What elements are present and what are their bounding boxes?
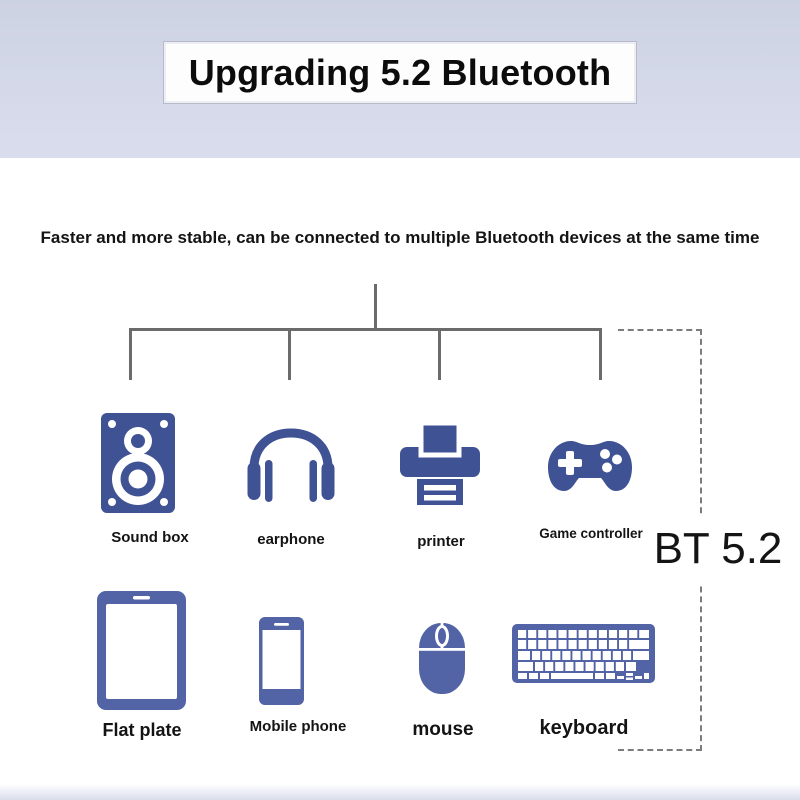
subtitle-text: Faster and more stable, can be connected to multiple Bluetooth devices at the same time bbox=[40, 228, 760, 247]
label-flat-plate: Flat plate bbox=[102, 720, 182, 740]
label-mouse: mouse bbox=[412, 719, 474, 740]
mobile-phone-icon bbox=[259, 617, 304, 705]
label-printer: printer bbox=[417, 533, 465, 550]
tree-horizontal-bar bbox=[129, 328, 602, 331]
sound-box-icon bbox=[101, 413, 175, 513]
device-mouse bbox=[419, 623, 465, 699]
tree-drop-earphone bbox=[288, 330, 291, 380]
device-keyboard bbox=[512, 624, 655, 688]
title-box bbox=[163, 41, 637, 104]
tree-drop-soundbox bbox=[129, 330, 132, 380]
label-game-controller: Game controller bbox=[539, 526, 643, 541]
mouse-icon bbox=[419, 623, 465, 694]
tablet-icon bbox=[97, 591, 186, 710]
tree-stem bbox=[374, 284, 377, 330]
bottom-gradient-band bbox=[0, 784, 800, 800]
device-game-controller bbox=[545, 434, 635, 501]
label-sound-box: Sound box bbox=[111, 529, 189, 546]
device-printer bbox=[400, 421, 480, 512]
device-mobile-phone bbox=[259, 617, 304, 710]
page-title: Upgrading 5.2 Bluetooth bbox=[188, 51, 612, 93]
label-keyboard: keyboard bbox=[539, 717, 629, 739]
keyboard-icon bbox=[512, 624, 655, 683]
tree-drop-printer bbox=[438, 330, 441, 380]
device-earphone bbox=[246, 426, 336, 507]
bt-version-label: BT 5.2 bbox=[650, 514, 786, 584]
printer-icon bbox=[400, 421, 480, 507]
tree-drop-gamepad bbox=[599, 330, 602, 380]
device-sound-box bbox=[101, 413, 175, 518]
game-controller-icon bbox=[545, 434, 635, 496]
label-mobile-phone: Mobile phone bbox=[249, 718, 347, 735]
label-earphone: earphone bbox=[257, 531, 325, 548]
earphone-icon bbox=[246, 426, 336, 502]
device-flat-plate bbox=[97, 591, 186, 715]
